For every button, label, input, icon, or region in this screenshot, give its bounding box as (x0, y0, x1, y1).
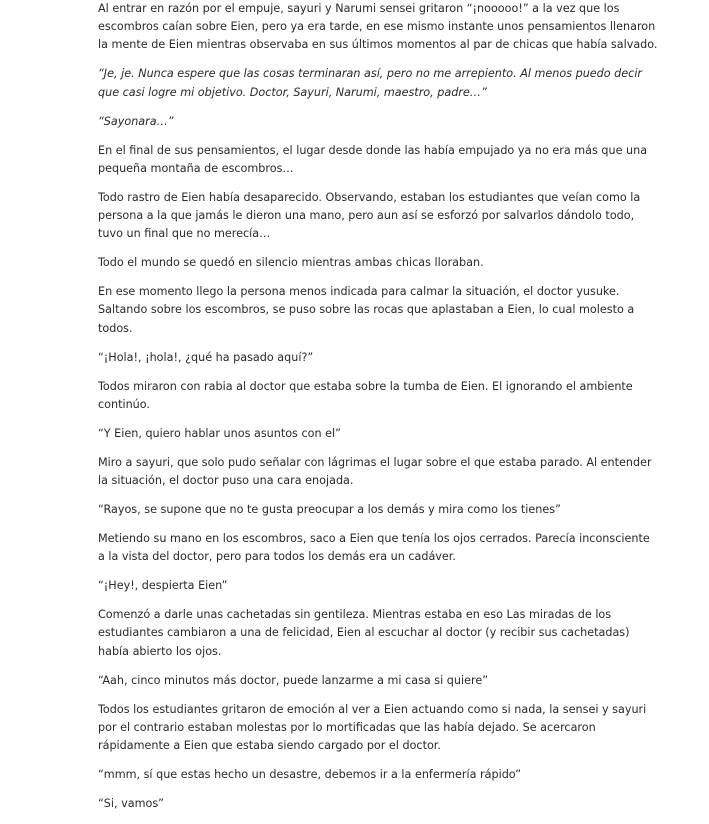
text-line: la situación, el doctor puso una cara enojada. (98, 474, 354, 488)
text-line: Metiendo su mano en los escombros, saco a Eien que tenía los ojos cerrados. Parecía inconsciente (98, 532, 650, 546)
paragraph-3-thought (98, 113, 698, 131)
paragraph-15 (98, 606, 698, 661)
text-line: “Y Eien, quiero hablar unos asuntos con el” (98, 426, 341, 440)
text-line: continúo. (98, 397, 150, 411)
text-line: Al entrar en razón por el empuje, sayuri y Narumi sensei gritaron “¡nooooo!” a la vez que los (98, 2, 620, 15)
paragraph-11 (98, 454, 698, 490)
paragraph-13 (98, 530, 698, 566)
text-line: que casi logre mi objetivo. Doctor, Sayuri, Narumi, maestro, padre…” (98, 85, 487, 99)
paragraph-17 (98, 701, 698, 756)
text-line: todos. (98, 321, 133, 335)
text-line: persona a la que jamás le dieron una mano, pero aun así se esforzó por salvarlos dándolo todo, (98, 209, 635, 223)
text-line: “¡Hey!, despierta Eien” (98, 579, 228, 593)
text-line: tuvo un final que no merecía… (98, 227, 271, 241)
text-line: En ese momento llego la persona menos indicada para calmar la situación, el doctor yusuke. (98, 285, 620, 299)
paragraph-14-dialogue (98, 577, 698, 595)
text-line: pequeña montaña de escombros… (98, 161, 294, 175)
text-line: a la vista del doctor, pero para todos los demás era un cadáver. (98, 550, 456, 564)
paragraph-2-thought (98, 65, 698, 101)
paragraph-7 (98, 283, 698, 338)
text-line: Miro a sayuri, que solo pudo señalar con lágrimas el lugar sobre el que estaba parado. Al entender (98, 455, 652, 469)
paragraph-1 (98, 0, 698, 55)
paragraph-10-dialogue (98, 425, 698, 443)
paragraph-19-dialogue (98, 795, 698, 813)
text-line: Todos los estudiantes gritaron de emoción al ver a Eien actuando como si nada, la sensei y sayuri (98, 702, 647, 716)
paragraph-8-dialogue (98, 349, 698, 367)
paragraph-5 (98, 189, 698, 244)
paragraph-9 (98, 378, 698, 414)
document-page (98, 0, 698, 824)
text-line: “Je, je. Nunca espere que las cosas terminaran así, pero no me arrepiento. Al menos puedo decir (98, 67, 643, 81)
text-line: estudiantes cambiaron a una de felicidad, Eien al escuchar al doctor (y recibir sus cachetadas) (98, 626, 630, 640)
paragraph-16-dialogue (98, 672, 698, 690)
text-line: escombros caían sobre Eien, pero ya era tarde, en ese mismo instante unos pensamientos llenaron (98, 20, 656, 34)
text-line: la mente de Eien mientras observaba en sus últimos momentos al par de chicas que había salvado. (98, 38, 658, 52)
text-line: Todo el mundo se quedó en silencio mientras ambas chicas lloraban. (98, 256, 484, 270)
text-line: Saltando sobre los escombros, se puso sobre las rocas que aplastaban a Eien, lo cual molesto a (98, 303, 635, 317)
text-line: por el contrario estaban molestas por lo mortificadas que las había dejado. Se acercaron (98, 720, 596, 734)
paragraph-12-dialogue (98, 501, 698, 519)
text-line: rápidamente a Eien que estaba siendo cargado por el doctor. (98, 739, 441, 753)
text-line: Todos miraron con rabia al doctor que estaba sobre la tumba de Eien. El ignorando el ambiente (98, 379, 633, 393)
text-line: Comenzó a darle unas cachetadas sin gentileza. Mientras estaba en eso Las miradas de los (98, 608, 612, 622)
text-line: “Rayos, se supone que no te gusta preocupar a los demás y mira como los tienes” (98, 503, 561, 517)
paragraph-6 (98, 254, 698, 272)
text-line: Todo rastro de Eien había desaparecido. Observando, estaban los estudiantes que veían como la (98, 190, 641, 204)
text-line: “Sayonara…” (98, 114, 174, 128)
paragraph-4 (98, 142, 698, 178)
text-line: En el final de sus pensamientos, el lugar desde donde las había empujado ya no era más que una (98, 143, 648, 157)
text-line: “mmm, sí que estas hecho un desastre, debemos ir a la enfermería rápido” (98, 768, 522, 782)
text-line: “Si, vamos” (98, 797, 164, 811)
text-line: había abierto los ojos. (98, 644, 222, 658)
paragraph-18-dialogue (98, 766, 698, 784)
text-line: “¡Hola!, ¡hola!, ¿qué ha pasado aquí?” (98, 350, 314, 364)
text-line: “Aah, cinco minutos más doctor, puede lanzarme a mi casa si quiere” (98, 673, 489, 687)
